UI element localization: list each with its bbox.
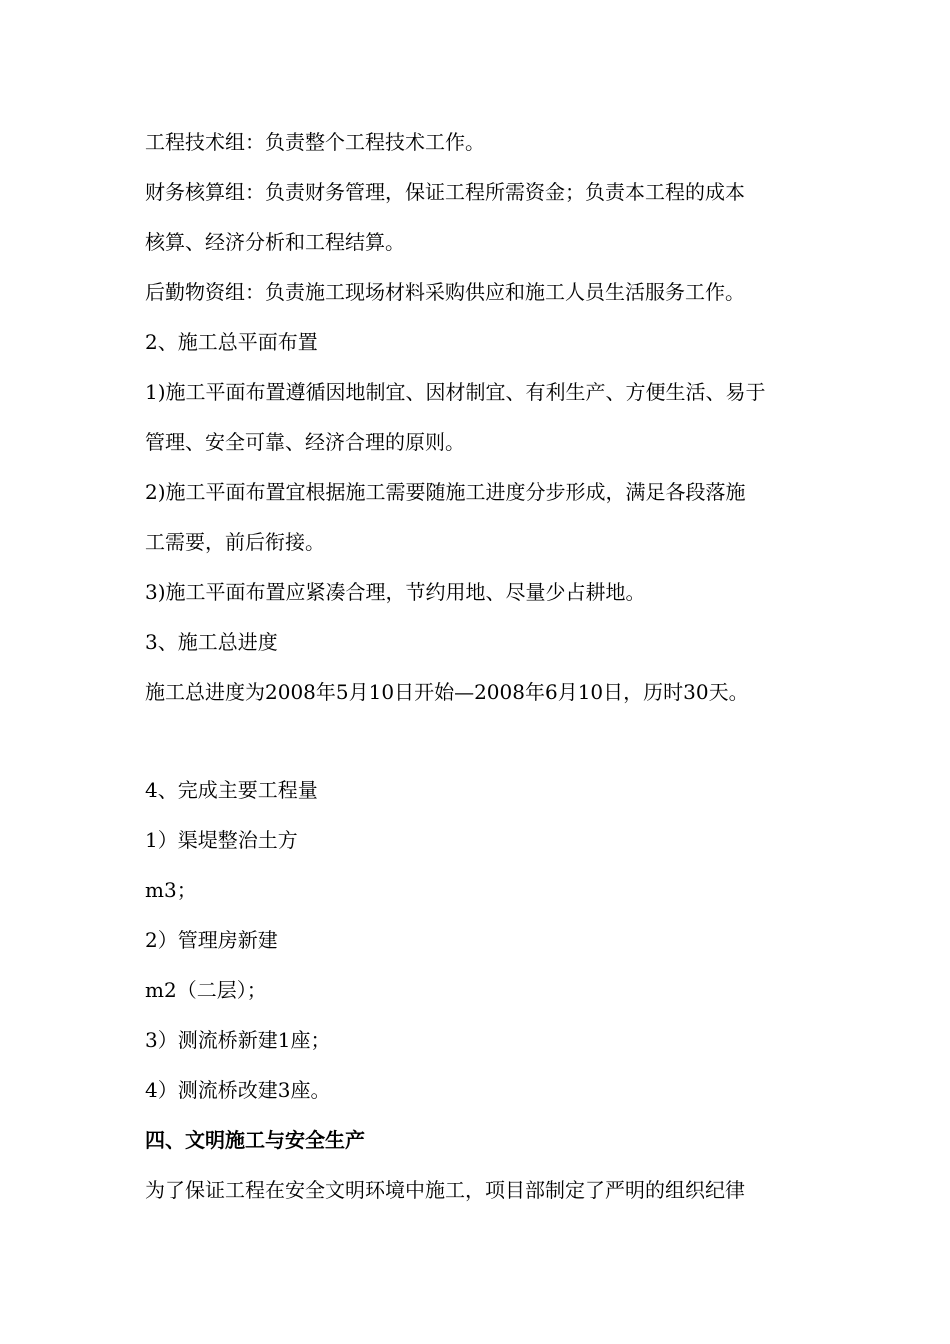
paragraph-schedule: 施工总进度为2008年5月10日开始—2008年6月10日，历时30天。 [145,680,749,704]
section-heading-site-layout: 2、施工总平面布置 [145,330,318,354]
paragraph-layout-rule2-line1: 2)施工平面布置宜根据施工需要随施工进度分步形成，满足各段落施 [145,480,746,504]
list-item-management-house-unit: m2（二层）； [145,978,267,1002]
paragraph-layout-rule3: 3)施工平面布置应紧凑合理，节约用地、尽量少占耕地。 [145,580,646,604]
chapter-heading-civilized-safety: 四、文明施工与安全生产 [145,1128,365,1152]
paragraph-engineering-tech-group: 工程技术组：负责整个工程技术工作。 [145,130,485,154]
section-heading-quantities: 4、完成主要工程量 [145,778,318,802]
list-item-new-bridge: 3）测流桥新建1座； [145,1028,331,1052]
list-item-earthwork: 1）渠堤整治土方 [145,828,298,852]
paragraph-finance-group-line1: 财务核算组：负责财务管理，保证工程所需资金；负责本工程的成本 [145,180,745,204]
paragraph-layout-rule1-line1: 1)施工平面布置遵循因地制宜、因材制宜、有利生产、方便生活、易于 [145,380,766,404]
list-item-rebuilt-bridges: 4）测流桥改建3座。 [145,1078,331,1102]
paragraph-safety-intro: 为了保证工程在安全文明环境中施工，项目部制定了严明的组织纪律 [145,1178,745,1202]
list-item-earthwork-unit: m3； [145,878,197,902]
paragraph-layout-rule1-line2: 管理、安全可靠、经济合理的原则。 [145,430,465,454]
list-item-management-house: 2）管理房新建 [145,928,278,952]
section-heading-schedule: 3、施工总进度 [145,630,278,654]
paragraph-finance-group-line2: 核算、经济分析和工程结算。 [145,230,405,254]
paragraph-layout-rule2-line2: 工需要，前后衔接。 [145,530,325,554]
paragraph-logistics-group: 后勤物资组：负责施工现场材料采购供应和施工人员生活服务工作。 [145,280,745,304]
